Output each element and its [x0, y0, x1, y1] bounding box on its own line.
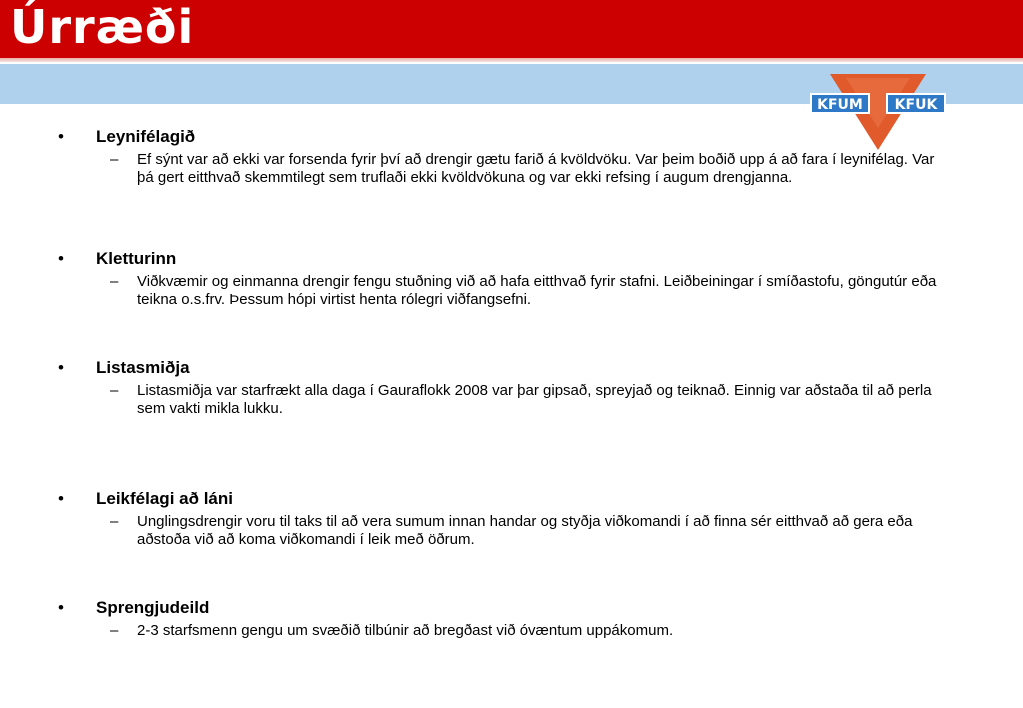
- sub-item: [58, 513, 958, 549]
- sub-item-text: 2-3 starfsmenn gengu um svæðið tilbúnir að bregðast við óvæntum uppákomum.: [137, 622, 674, 639]
- section-listasmidja: [58, 357, 958, 418]
- dash-icon: –: [110, 622, 119, 639]
- heading-row: [58, 248, 958, 270]
- section-heading: Listasmiðja: [96, 358, 190, 377]
- sub-item-text: Viðkvæmir og einmanna drengir fengu stuðning við að hafa eitthvað fyrir stafni. Leiðbeiningar í smíðastofu, göngutúr eða teikna o.s.frv. Þessum hópi virtist henta rólegri viðfangsefni.: [137, 273, 937, 308]
- sub-item: [58, 622, 958, 640]
- sub-item: [58, 382, 958, 418]
- bullet-icon: •: [58, 358, 64, 377]
- heading-row: [58, 488, 958, 510]
- logo-right-text: KFUK: [894, 97, 938, 113]
- section-leikfelagi-ad-lani: [58, 488, 958, 549]
- section-leynifelagid: [58, 126, 958, 187]
- sub-item-text: Ef sýnt var að ekki var forsenda fyrir því að drengir gætu farið á kvöldvöku. Var þeim boðið upp á að fara í leynifélag. Var þá gert eitthvað skemmtilegt sem truflaði ekki kvöldvökuna og var ekki refsing í augum drengjanna.: [137, 151, 935, 186]
- bullet-icon: •: [58, 127, 64, 146]
- heading-row: [58, 597, 958, 619]
- heading-row: [58, 126, 958, 148]
- dash-icon: –: [110, 513, 119, 530]
- sub-item-text: Unglingsdrengir voru til taks til að vera sumum innan handar og styðja viðkomandi í að finna sér eitthvað að gera eða aðstoða við að koma viðkomandi í leik með öðrum.: [137, 513, 913, 548]
- dash-icon: –: [110, 273, 119, 290]
- dash-icon: –: [110, 382, 119, 399]
- logo-left-text: KFUM: [817, 97, 863, 113]
- slide-title: Úrræði: [10, 0, 195, 54]
- sub-item: [58, 151, 958, 187]
- heading-row: [58, 357, 958, 379]
- bullet-icon: •: [58, 249, 64, 268]
- sub-item-text: Listasmiðja var starfrækt alla daga í Gauraflokk 2008 var þar gipsað, spreyjað og teiknað. Einnig var aðstaða til að perla sem vakti mikla lukku.: [137, 382, 932, 417]
- bullet-icon: •: [58, 489, 64, 508]
- bullet-icon: •: [58, 598, 64, 617]
- sub-item: [58, 273, 958, 309]
- section-heading: Kletturinn: [96, 249, 177, 268]
- section-kletturinn: [58, 248, 958, 309]
- section-sprengjudeild: [58, 597, 958, 640]
- section-heading: Leikfélagi að láni: [96, 489, 233, 508]
- section-heading: Leynifélagið: [96, 127, 196, 146]
- dash-icon: –: [110, 151, 119, 168]
- section-heading: Sprengjudeild: [96, 598, 210, 617]
